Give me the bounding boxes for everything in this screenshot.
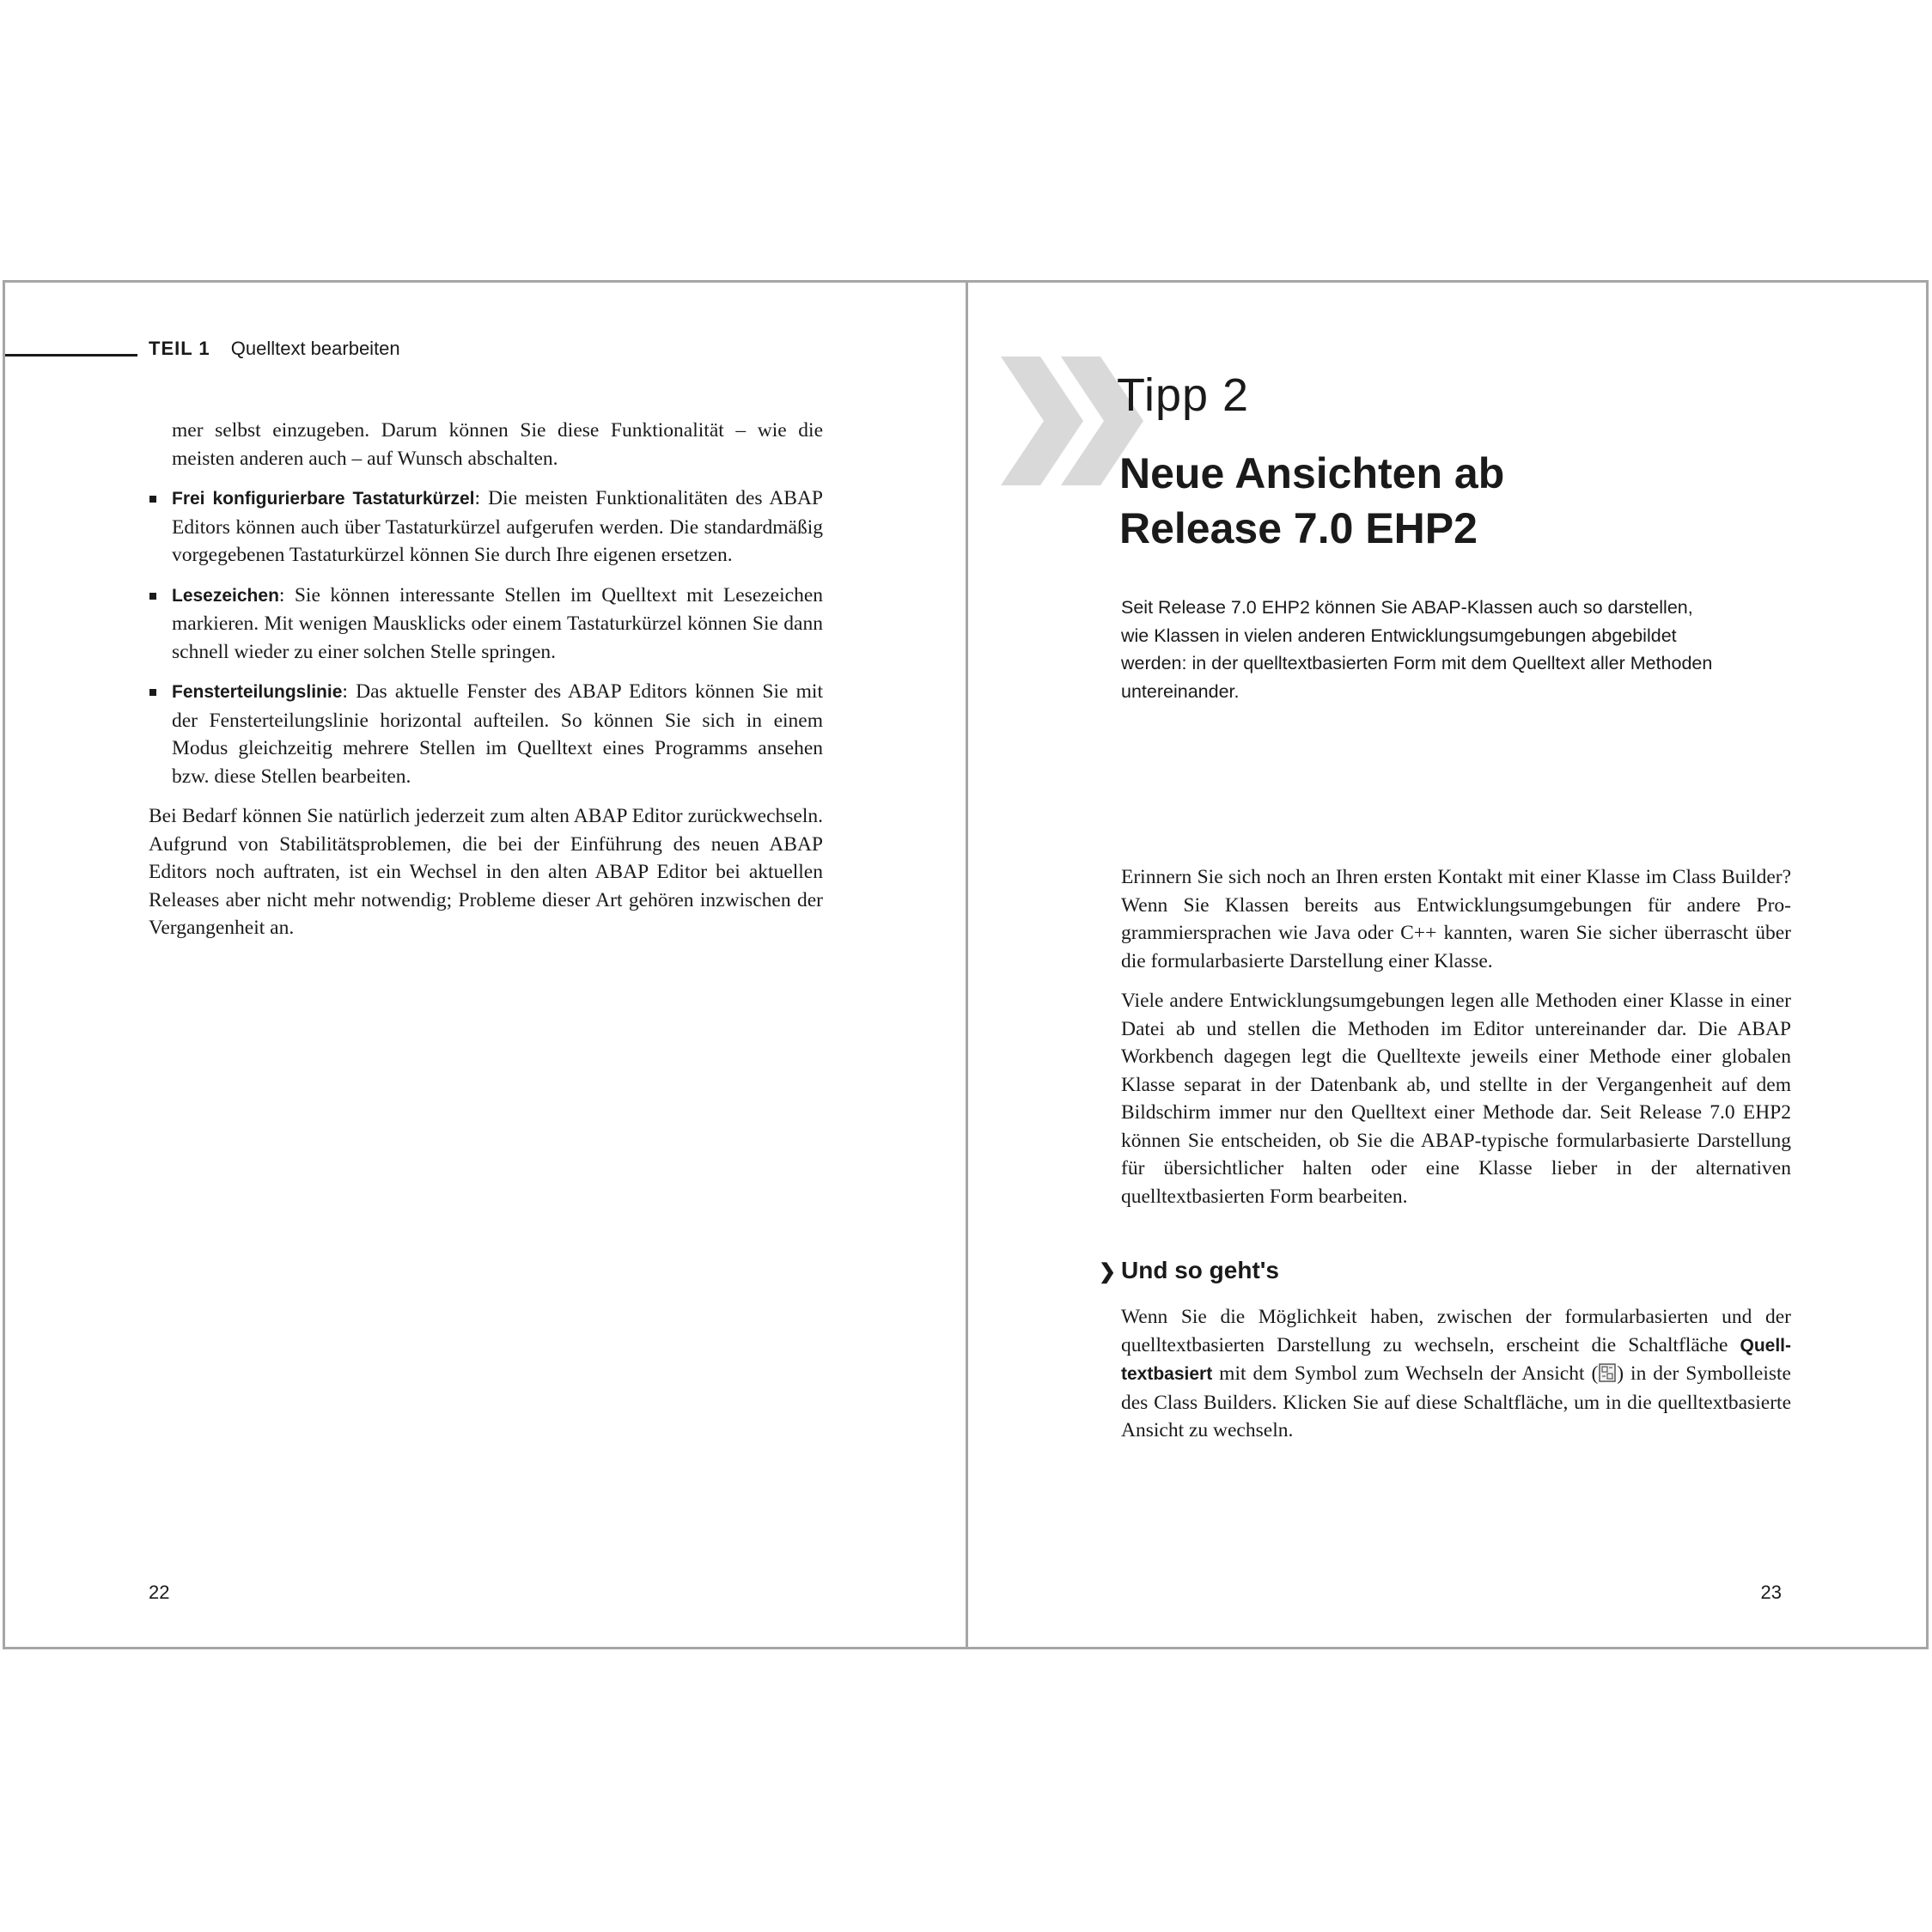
list-item-term: Fensterteilungslinie xyxy=(172,682,343,702)
how-to-paragraph xyxy=(1121,1303,1791,1445)
chevron-right-icon: ❯ xyxy=(1099,1260,1117,1283)
button-name: Quelltextbasiert xyxy=(1121,1335,1791,1384)
body-paragraph: Viele andere Entwicklungsumgebungen legen alle Methoden einer Klasse in einer Datei ab und stellen die Methoden im Editor untereinander dar. Die ABAP Workbench dagegen legt die Quelltexte jeweils einer Methode einer globalen Klasse separat in der Datenbank ab, und stellte in der Vergangenheit auf dem Bildschirm immer nur den Quelltext einer Methode dar. Seit Release 7.0 EHP2 können Sie entscheiden, ob Sie die ABAP-typische formularbasierte Darstellung für übersichtlicher halten oder eine Klasse lieber in der alternativen quelltextbasierten Form bearbeiten. xyxy=(1121,990,1791,1208)
tipp-intro: Seit Release 7.0 EHP2 können Sie ABAP-Klassen auch so darstellen, wie Klassen in vielen anderen Entwicklungsumgebungen abgebildet werden: in der quelltextbasierten Form mit dem Quelltext aller Methoden untereinander. xyxy=(1121,597,1713,702)
feature-list xyxy=(149,485,823,790)
tipp-label: Tipp 2 xyxy=(1117,369,1250,421)
list-item-text: : Das aktuelle Fenster des ABAP Editors können Sie mit der Fensterteilungslinie horizontal aufteilen. So können Sie sich in einem Modus gleichzeitig mehrere Stellen im Quelltext eines Programms ansehen bzw. diese Stellen bearbeiten. xyxy=(172,680,823,788)
page-number: 23 xyxy=(1760,1582,1782,1603)
tipp-title-line-2: Release 7.0 EHP2 xyxy=(1119,504,1478,552)
list-item-text: : Sie können interessante Stellen im Quelltext mit Lesezeichen markieren. Mit wenigen Mausklicks oder einem Tastaturkürzel können Sie dann schnell wieder zu einer solchen Stelle springen. xyxy=(172,583,823,663)
header-chapter: Quelltext bearbeiten xyxy=(230,338,400,359)
how-to-text-part-2: mit dem Symbol zum Wechseln der Ansicht ( xyxy=(1212,1362,1599,1385)
list-item xyxy=(149,582,823,667)
switch-view-icon xyxy=(1599,1363,1616,1382)
right-body xyxy=(1121,863,1791,1222)
left-page xyxy=(3,280,968,1649)
list-item xyxy=(149,485,823,570)
how-to-heading xyxy=(1099,1257,1279,1284)
header-part: TEIL 1 xyxy=(149,338,210,359)
header-rule xyxy=(5,354,137,357)
page-number: 22 xyxy=(149,1582,170,1603)
left-body xyxy=(149,417,823,954)
tipp-title xyxy=(1119,446,1721,556)
how-to-heading-text: Und so geht's xyxy=(1121,1257,1279,1283)
continuation-text: mer selbst einzugeben. Darum können Sie diese Funktionalität – wie die meisten anderen auch – auf Wunsch abschalten. xyxy=(172,419,823,470)
running-header xyxy=(149,338,400,360)
right-page xyxy=(966,280,1929,1649)
list-item xyxy=(149,678,823,790)
how-to-body xyxy=(1121,1303,1791,1445)
list-item-term: Lesezeichen xyxy=(172,585,279,606)
how-to-text-part-1: Wenn Sie die Möglichkeit haben, zwischen der formularbasierten und der quelltextbasierten Darstellung zu wechseln, erscheint die Schaltfläche xyxy=(1121,1306,1791,1356)
how-to-text-part-3: ) in der Symbolleiste des Class Builders. Klicken Sie auf diese Schaltfläche, um in die quelltextbasierte Ansicht zu wechseln. xyxy=(1121,1362,1791,1441)
closing-paragraph: Bei Bedarf können Sie natürlich jederzeit zum alten ABAP Editor zurückwechseln. Aufgrund von Stabilitätsproblemen, die bei der Einführung des neuen ABAP Editors noch auftraten, ist ein Wechsel in den alten ABAP Editor bei aktuellen Releases aber nicht mehr notwendig; Probleme dieser Art gehören inzwischen der Vergangenheit an. xyxy=(149,805,823,939)
body-paragraph: Erinnern Sie sich noch an Ihren ersten Kontakt mit einer Klasse im Class Builder? Wenn Sie Klassen bereits aus Entwicklungsumgebungen für andere Programmiersprachen wie Java oder C++ kannten, waren Sie sicher überrascht über die formularbasierte Darstellung einer Klasse. xyxy=(1121,866,1791,972)
list-item-text: : Die meisten Funktionalitäten des ABAP Editors können auch über Tastaturkürzel aufgerufen werden. Die standardmäßig vorgegebenen Tastaturkürzel können Sie durch Ihre eigenen ersetzen. xyxy=(172,487,824,566)
tipp-title-line-1: Neue Ansichten ab xyxy=(1119,449,1505,497)
list-item-term: Frei konfigurierbare Tastaturkürzel xyxy=(172,489,475,509)
book-spread xyxy=(3,280,1929,1653)
